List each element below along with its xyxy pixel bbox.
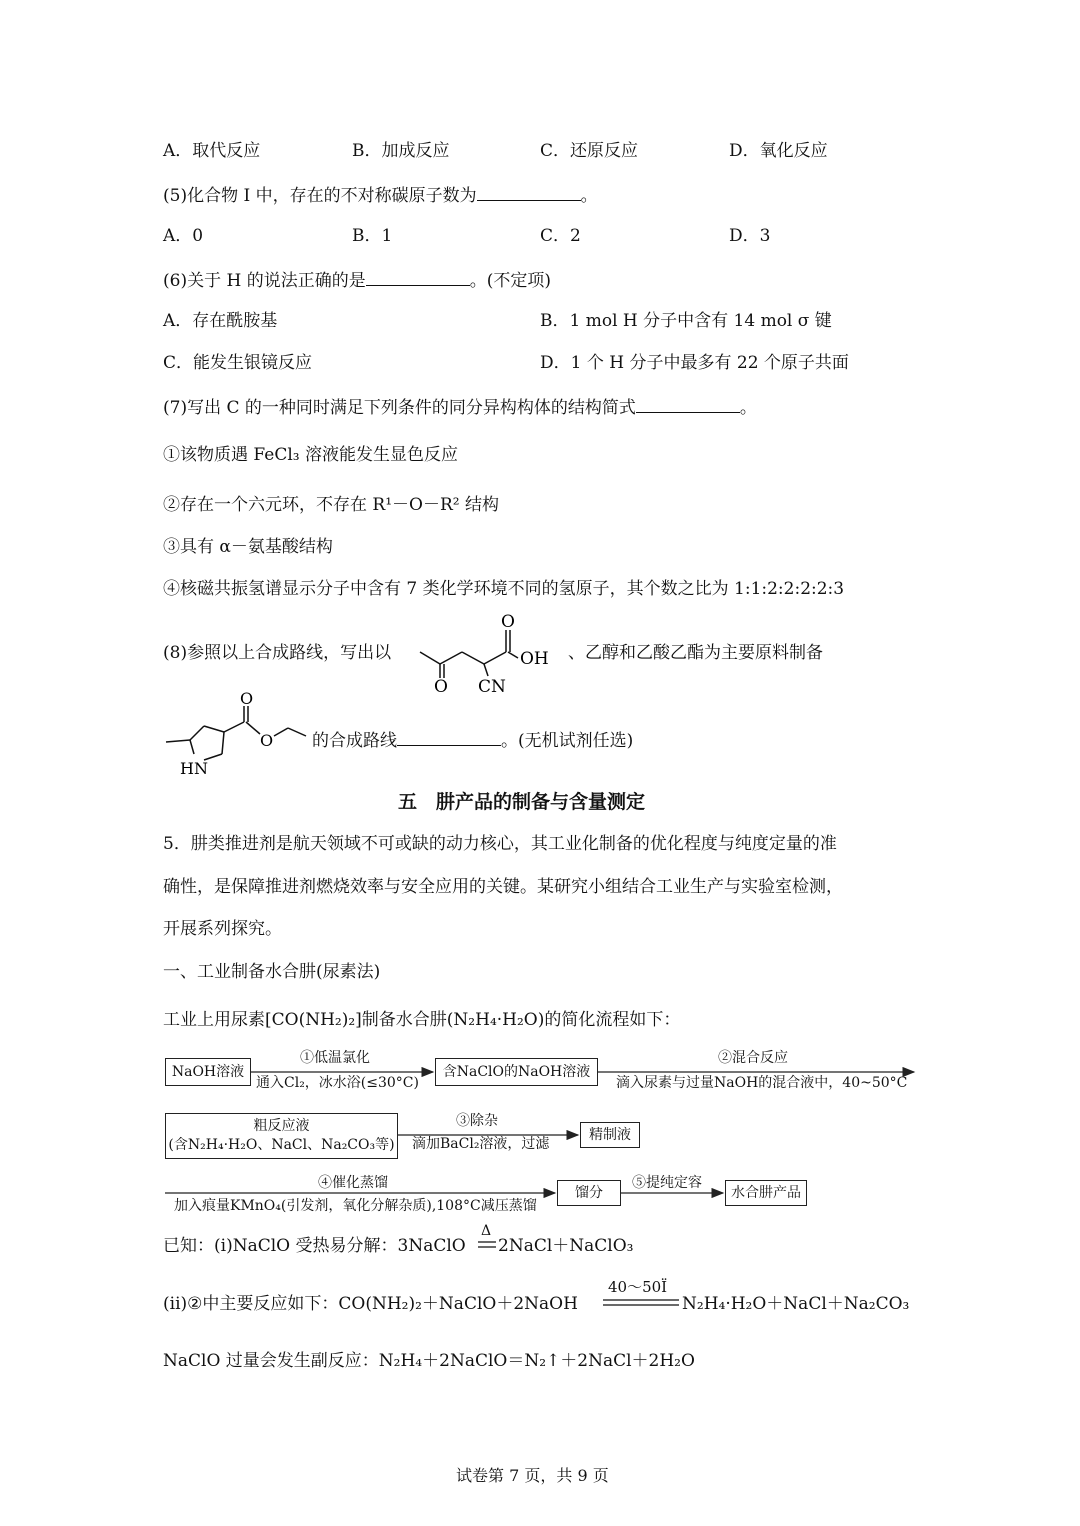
known-i-right: 2NaCl＋NaClO₃ <box>498 1236 634 1256</box>
flow-step2-condition: 滴入尿素与过量NaOH的混合液中，40~50°C <box>616 1075 908 1091</box>
known-i-condition: Δ <box>481 1223 492 1239</box>
flow-step4-label: ④催化蒸馏 <box>318 1175 388 1191</box>
q4-option-b: B．加成反应 <box>352 141 450 161</box>
q4-option-c: C．还原反应 <box>540 141 639 161</box>
flow-step1-label: ①低温氯化 <box>300 1050 370 1066</box>
q4-option-d: D．氧化反应 <box>729 141 828 161</box>
flow-box-crude: 粗反应液 (含N₂H₄·H₂O、NaCl、Na₂CO₃等) <box>165 1113 398 1159</box>
mol1-cn: CN <box>478 677 506 697</box>
mol2-o-top: O <box>240 689 254 708</box>
mol1-o-bottom: O <box>434 677 448 697</box>
q6-option-a: A．存在酰胺基 <box>163 311 278 331</box>
q5-stem: (5)化合物 I 中，存在的不对称碳原子数为 。 <box>163 186 598 206</box>
known-ii-right: N₂H₄·H₂O＋NaCl＋Na₂CO₃ <box>682 1294 910 1314</box>
q5-option-c: C．2 <box>540 226 581 246</box>
flow-box-distillate: 馏分 <box>557 1180 621 1206</box>
known-ii-condition: 40～50Ï <box>608 1278 668 1296</box>
q5-option-b: B．1 <box>352 226 393 246</box>
known-i: 已知：(i)NaClO 受热易分解：3NaClO <box>163 1236 466 1256</box>
mol1-oh: OH <box>520 649 549 669</box>
mol2-o-ester: O <box>260 731 274 750</box>
q7-condition-4: ④核磁共振氢谱显示分子中含有 7 类化学环境不同的氢原子，其个数之比为 1:1:2:2:2:2:3 <box>163 579 845 599</box>
flow-box-naclo: 含NaClO的NaOH溶液 <box>435 1058 598 1086</box>
side-reaction: NaClO 过量会发生副反应：N₂H₄＋2NaClO＝N₂↑＋2NaCl＋2H₂O <box>163 1351 695 1371</box>
page-footer: 试卷第 7 页，共 9 页 <box>456 1466 609 1485</box>
q6-stem: (6)关于 H 的说法正确的是 。(不定项) <box>163 271 551 291</box>
q7-condition-3: ③具有 α－氨基酸结构 <box>163 537 333 557</box>
intro-line-3: 开展系列探究。 <box>163 919 282 939</box>
part1-title: 一、工业制备水合肼(尿素法) <box>163 962 381 982</box>
flow-box-product: 水合肼产品 <box>725 1180 807 1206</box>
q5-option-d: D．3 <box>729 226 771 246</box>
q8-stem-3: 的合成路线 。(无机试剂任选) <box>312 731 634 751</box>
known-i-equals <box>478 1240 498 1250</box>
q5-option-a: A．0 <box>163 226 204 246</box>
intro-line-1: 5．肼类推进剂是航天领域不可或缺的动力核心，其工业化制备的优化程度与纯度定量的准 <box>163 834 837 854</box>
flow-box-naoh: NaOH溶液 <box>165 1058 251 1086</box>
section-title: 五 肼产品的制备与含量测定 <box>398 791 646 813</box>
q8-stem-2: 、乙醇和乙酸乙酯为主要原料制备 <box>568 643 823 663</box>
flow-step1-condition: 通入Cl₂，冰水浴(≤30°C) <box>256 1075 419 1091</box>
q4-option-a: A．取代反应 <box>163 141 261 161</box>
q6-option-d: D．1 个 H 分子中最多有 22 个原子共面 <box>540 353 849 373</box>
flow-step2-title: ②混合反应 <box>718 1050 788 1066</box>
flow-box-refined: 精制液 <box>580 1122 640 1148</box>
flow-step3-label: ③除杂 <box>456 1113 498 1129</box>
flow-step5-label: ⑤提纯定容 <box>632 1175 702 1191</box>
q7-condition-1: ①该物质遇 FeCl₃ 溶液能发生显色反应 <box>163 445 458 465</box>
known-ii: (ii)②中主要反应如下：CO(NH₂)₂＋NaClO＋2NaOH <box>163 1294 578 1314</box>
q6-option-b: B．1 mol H 分子中含有 14 mol σ 键 <box>540 311 832 331</box>
mol1-o-top: O <box>501 612 515 632</box>
intro-line-2: 确性，是保障推进剂燃烧效率与安全应用的关键。某研究小组结合工业生产与实验室检测， <box>163 877 843 897</box>
flow-intro: 工业上用尿素[CO(NH₂)₂]制备水合肼(N₂H₄·H₂O)的简化流程如下： <box>163 1010 681 1030</box>
flow-step3-condition: 滴加BaCl₂溶液，过滤 <box>412 1136 550 1152</box>
q7-condition-2: ②存在一个六元环，不存在 R¹－O－R² 结构 <box>163 495 499 515</box>
known-ii-equals <box>603 1298 683 1308</box>
q7-stem: (7)写出 C 的一种同时满足下列条件的同分异构构体的结构简式 。 <box>163 398 757 418</box>
q6-option-c: C．能发生银镜反应 <box>163 353 313 373</box>
q8-stem-1: (8)参照以上合成路线，写出以 <box>163 643 392 663</box>
flow-step4-condition: 加入痕量KMnO₄(引发剂，氧化分解杂质),108°C减压蒸馏 <box>174 1198 537 1214</box>
mol2-hn: HN <box>180 759 208 778</box>
